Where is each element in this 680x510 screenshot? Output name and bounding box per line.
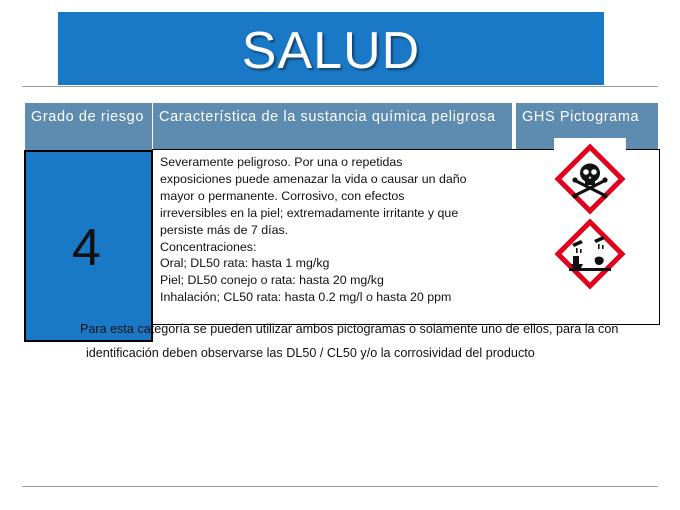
note-line-1: Para esta categoría se pueden utilizar ambos pictogramas o solamente uno de ellos, para la con (80, 322, 619, 336)
skull-crossbones-icon (554, 143, 626, 215)
description-line: Oral; DL50 rata: hasta 1 mg/kg (160, 256, 330, 271)
note-line-2: identificación deben observarse las DL50 / CL50 y/o la corrosividad del producto (86, 346, 535, 360)
description-line: mayor o permanente. Corrosivo, con efectos (160, 188, 405, 203)
bottom-divider (22, 486, 658, 487)
description-line: Inhalación; CL50 rata: hasta 0.2 mg/l o hasta 20 ppm (160, 290, 452, 305)
header-grade: Grado de riesgo (25, 103, 152, 150)
page-title: SALUD (241, 22, 421, 80)
description-line: Severamente peligroso. Por una o repetidas (160, 155, 403, 169)
description-line: Concentraciones: (160, 239, 257, 254)
corrosion-icon (554, 218, 626, 290)
header-characteristic: Característica de la sustancia química peligrosa (153, 103, 512, 150)
description-text (160, 154, 512, 306)
title-banner (58, 12, 604, 85)
header-pictogram: GHS Pictograma (516, 103, 658, 150)
top-divider (22, 86, 658, 87)
description-line: irreversibles en la piel; extremadamente irritante y que (160, 205, 459, 220)
description-line: persiste más de 7 días. (160, 222, 289, 237)
grade-border-overlay (24, 150, 153, 342)
grade-value: 4 (72, 219, 101, 277)
description-line: exposiciones puede amenazar la vida o causar un daño (160, 171, 467, 186)
description-line: Piel; DL50 conejo o rata: hasta 20 mg/kg (160, 273, 384, 288)
